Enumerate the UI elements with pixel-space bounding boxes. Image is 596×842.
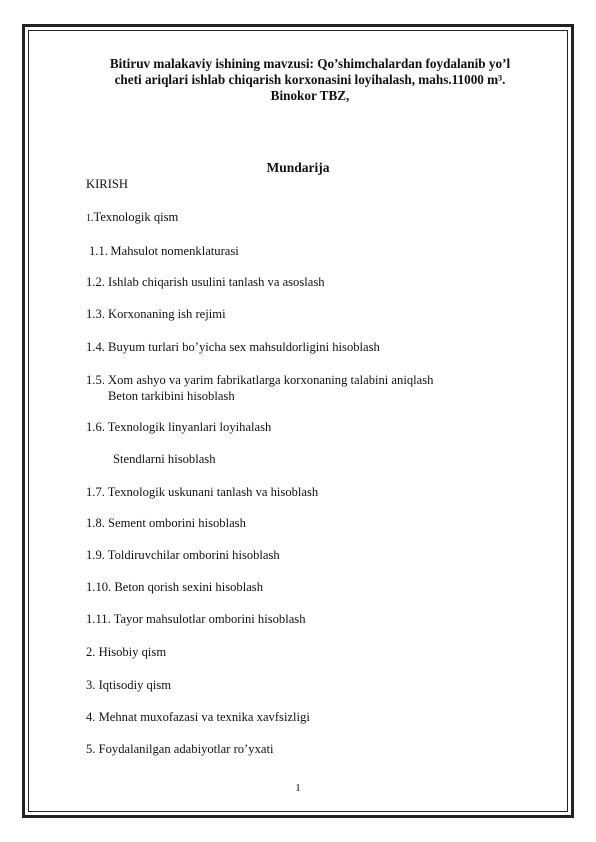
thesis-title bbox=[90, 56, 530, 104]
title-line-3: Binokor TBZ, bbox=[270, 88, 350, 103]
toc-part-1-label: Texnologik qism bbox=[93, 210, 179, 224]
toc-item-1-1: 1.1. Mahsulot nomenklaturasi bbox=[89, 244, 239, 258]
toc-item-1-4: 1.4. Buyum turlari bo’yicha sex mahsuldorligini hisoblash bbox=[86, 340, 380, 354]
toc-item-2: 2. Hisobiy qism bbox=[86, 645, 167, 659]
title-line-2: cheti ariqlari ishlab chiqarish korxonasini loyihalash, mahs.11000 m³. bbox=[114, 72, 506, 87]
toc-item-1-7: 1.7. Texnologik uskunani tanlash va hisoblash bbox=[86, 485, 319, 499]
toc-heading: Mundarija bbox=[266, 160, 330, 175]
title-line-1: Bitiruv malakaviy ishining mavzusi: Qo’shimchalardan foydalanib yo’l bbox=[109, 56, 511, 71]
toc-item-1-5-sub: Beton tarkibini hisoblash bbox=[108, 389, 235, 403]
toc-item-1-6-sub: Stendlarni hisoblash bbox=[113, 452, 216, 466]
toc-item-1-5: 1.5. Xom ashyo va yarim fabrikatlarga korxonaning talabini aniqlash bbox=[86, 373, 434, 387]
toc-item-1-8: 1.8. Sement omborini hisoblash bbox=[86, 516, 246, 530]
toc-item-kirish: KIRISH bbox=[86, 177, 128, 191]
toc-item-1-9: 1.9. Toldiruvchilar omborini hisoblash bbox=[86, 548, 280, 562]
toc-item-3: 3. Iqtisodiy qism bbox=[86, 678, 172, 692]
toc-item-1-2: 1.2. Ishlab chiqarish usulini tanlash va asoslash bbox=[86, 275, 325, 289]
toc-item-1-11: 1.11. Tayor mahsulotlar omborini hisoblash bbox=[86, 612, 306, 626]
toc-item-part-1 bbox=[86, 210, 178, 225]
toc-item-1-3: 1.3. Korxonaning ish rejimi bbox=[86, 307, 226, 321]
toc-item-5: 5. Foydalanilgan adabiyotlar ro’yxati bbox=[86, 742, 274, 756]
toc-part-1-number: 1. bbox=[86, 213, 94, 224]
page-number: 1 bbox=[295, 782, 301, 794]
toc-item-4: 4. Mehnat muxofazasi va texnika xavfsizligi bbox=[86, 710, 310, 724]
toc-item-1-10: 1.10. Beton qorish sexini hisoblash bbox=[86, 580, 264, 594]
toc-item-1-6: 1.6. Texnologik linyanlari loyihalash bbox=[86, 420, 272, 434]
